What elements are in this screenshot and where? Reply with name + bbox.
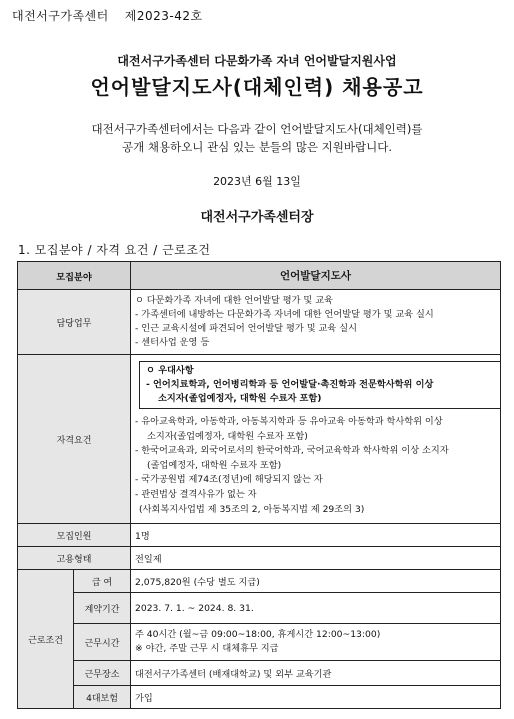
intro-line-1: 대전서구가족센터에서는 다음과 같이 언어발달지도사(대체인력)를	[91, 122, 423, 136]
contract-value: 2023. 7. 1. ~ 2024. 8. 31.	[131, 593, 501, 624]
duties-row	[18, 290, 501, 355]
preferred-line: - 언어치료학과, 언어병리학과 등 언어발달·촉진학과 전문학사학위 이상	[146, 379, 434, 390]
duties-line: - 가족센터에 내방하는 다문화가족 자녀에 대한 언어발달 평가 및 교육 실시	[135, 309, 434, 320]
qualification-line: - 유아교육학과, 아동학과, 아동복지학과 등 유아교육 아동학과 학사학위 이상	[135, 416, 443, 427]
qualification-line: - 국가공원법 제74조(정년)에 해당되지 않는 자	[135, 474, 323, 486]
preferred-line: 소지자(졸업예정자, 대학원 수료자 포함)	[158, 393, 322, 404]
insurance-value: 가입	[131, 686, 501, 709]
field-label: 모집분야	[18, 262, 131, 290]
intro-line-2: 공개 채용하오니 관심 있는 분들의 많은 지원바랍니다.	[122, 140, 392, 154]
preferred-box	[139, 361, 501, 409]
table-header-row	[18, 262, 501, 290]
header-org: 대전서구가족센터	[12, 9, 109, 23]
contract-label: 계약기간	[74, 593, 131, 624]
preferred-title: ㅇ 우대사항	[146, 365, 194, 376]
qualification-line: 소지자(졸업예정자, 대학원 수료자 포함)	[147, 430, 308, 442]
place-value: 대전서구가족센터 (배재대학교) 및 외부 교육기관	[131, 661, 501, 686]
qualification-line: (졸업예정자, 대학원 수료자 포함)	[147, 459, 282, 471]
recruitment-table	[17, 261, 501, 709]
conditions-label: 근로조건	[18, 570, 74, 709]
qualification-line: - 관련법상 결격사유가 없는 자	[135, 488, 257, 500]
announcement-date: 2023년 6월 13일	[213, 175, 301, 188]
headcount-value: 1명	[131, 524, 501, 547]
contract-row	[18, 593, 501, 624]
place-label: 근무장소	[74, 661, 131, 686]
hours-label: 근무시간	[74, 624, 131, 661]
qualification-list	[135, 415, 496, 517]
headcount-row	[18, 524, 501, 547]
hours-row	[18, 624, 501, 661]
qualifications-row	[18, 355, 501, 524]
pay-row	[18, 570, 501, 593]
issuer: 대전서구가족센터장	[200, 210, 314, 225]
qualification-line: - 한국어교육과, 외국어로서의 한국어학과, 국어교육학과 학사학위 이상 소지자	[135, 445, 449, 457]
qualifications-label: 자격요건	[18, 355, 131, 524]
pay-value: 2,075,820원 (수당 별도 지급)	[131, 570, 501, 593]
duties-content	[131, 290, 501, 355]
doc-number: 제2023-42호	[124, 9, 203, 23]
insurance-row	[18, 686, 501, 709]
duties-line: - 인근 교육시설에 파견되어 언어발달 평가 및 교육 실시	[135, 323, 357, 334]
employment-type-row	[18, 547, 501, 570]
employment-type-label: 고용형태	[18, 547, 131, 570]
hours-note: ※ 야간, 주말 근무 시 대체휴무 지급	[135, 643, 279, 655]
pay-label: 급 여	[74, 570, 131, 593]
duties-line: - 센터사업 운영 등	[135, 337, 210, 348]
employment-type-value: 전일제	[131, 547, 501, 570]
intro-text	[0, 120, 514, 156]
page-title: 언어발달지도사(대체인력) 채용공고	[90, 75, 424, 99]
place-row	[18, 661, 501, 686]
subtitle: 대전서구가족센터 다문화가족 자녀 언어발달지원사업	[117, 54, 397, 68]
section-heading: 1. 모집분야 / 자격 요건 / 근로조건	[18, 243, 211, 257]
duties-line: ㅇ 다문화가족 자녀에 대한 언어발달 평가 및 교육	[135, 295, 333, 306]
qualification-line: (사회복지사업법 제 35조의 2, 아동복지법 제 29조의 3)	[139, 503, 365, 515]
headcount-label: 모집인원	[18, 524, 131, 547]
duties-label: 담당업무	[18, 290, 131, 355]
qualifications-content	[131, 355, 501, 524]
hours-line: 주 40시간 (월~금 09:00~18:00, 휴게시간 12:00~13:00)	[135, 629, 381, 641]
document-number-line	[12, 7, 203, 24]
hours-content	[131, 624, 501, 661]
field-value: 언어발달지도사	[131, 262, 501, 290]
insurance-label: 4대보험	[74, 686, 131, 709]
